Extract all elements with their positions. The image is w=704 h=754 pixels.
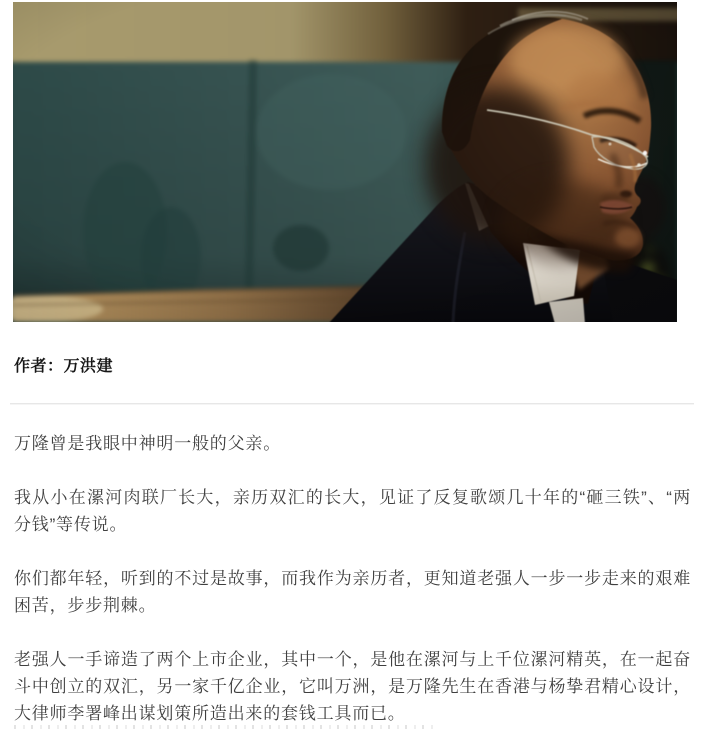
hero-image-illustration: [13, 2, 677, 322]
byline: 作者：万洪建: [14, 358, 114, 375]
divider: [10, 403, 694, 404]
article-paragraph: 万隆曾是我眼中神明一般的父亲。: [14, 434, 281, 453]
article-paragraph: 你们都年轻，听到的不过是故事，而我作为亲历者，更知道老强人一步一步走来的艰难困苦，步步荆棘。: [14, 569, 691, 615]
article-paragraph: 老强人一手谛造了两个上市企业，其中一个，是他在漯河与上千位漯河精英，在一起奋斗中创立的双汇，另一家千亿企业，它叫万洲，是万隆先生在香港与杨挚君精心设计，大律师李署峰出谋划策所造出来的套钱工具而已。: [14, 650, 691, 723]
article-body: [14, 430, 691, 754]
clipped-next-line: [14, 725, 434, 729]
article-paragraph: 我从小在漯河肉联厂长大，亲历双汇的长大，见证了反复歌颂几十年的“砸三铁”、“两分钱”等传说。: [14, 488, 691, 534]
hero-image[interactable]: [13, 2, 677, 322]
